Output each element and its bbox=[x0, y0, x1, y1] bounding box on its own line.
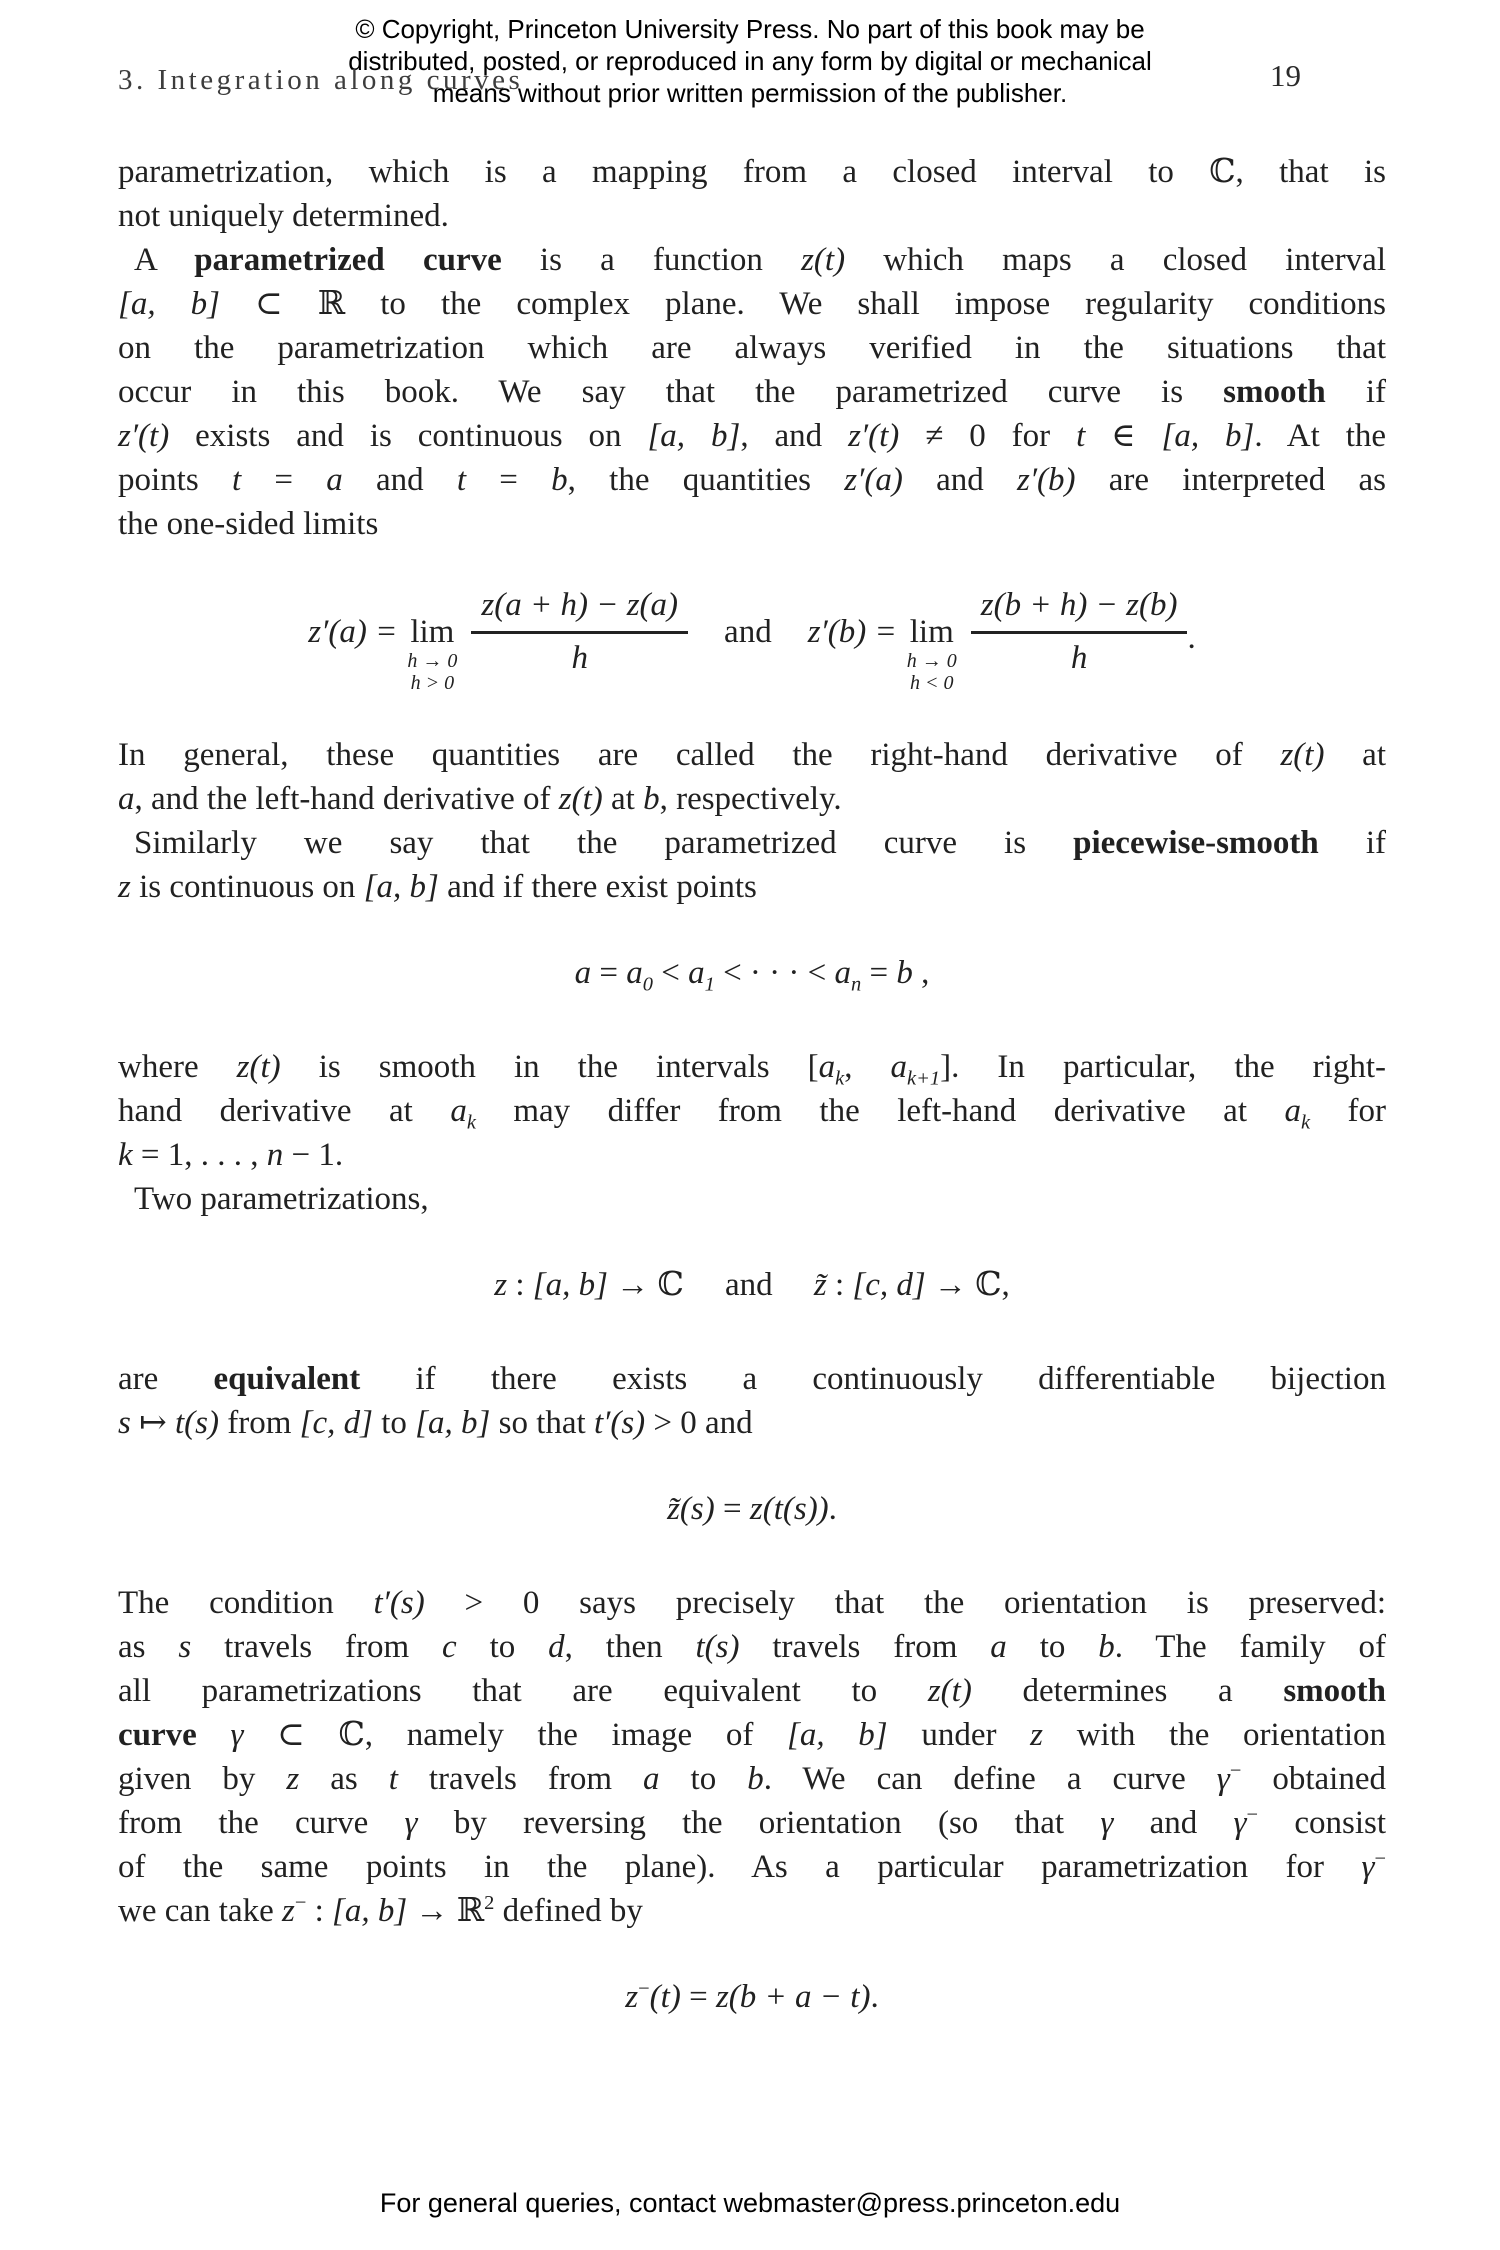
text-run: and bbox=[1113, 1805, 1234, 1841]
text-run: a bbox=[990, 1629, 1007, 1665]
text-run: γ bbox=[1361, 1849, 1375, 1885]
text-run: − bbox=[1374, 1848, 1386, 1870]
text-run: a bbox=[890, 1049, 908, 1085]
copyright-line: means without prior written permission of the publisher. bbox=[432, 78, 1068, 108]
text-run: of the same points in the plane). As a particular parametrization for bbox=[118, 1849, 1362, 1885]
text-run: to bbox=[373, 1405, 416, 1441]
text-line bbox=[118, 1845, 1386, 1889]
text-line bbox=[118, 150, 1386, 194]
paragraph-parametrized-curve bbox=[118, 238, 1386, 546]
text-run: γ bbox=[1100, 1805, 1114, 1841]
text-run: travels from bbox=[397, 1761, 644, 1797]
text-run: are bbox=[118, 1361, 214, 1397]
text-run: a bbox=[818, 1049, 836, 1085]
text-run: smooth bbox=[1283, 1673, 1386, 1709]
running-head: 3. Integration along curves bbox=[118, 64, 524, 96]
text-run: parametrization, which is a mapping from a closed interval to ℂ, that is bbox=[118, 154, 1386, 190]
formula-line bbox=[118, 1975, 1386, 2019]
text-run: . bbox=[828, 1491, 837, 1527]
text-run: if there exists a continuously differentiable bijection bbox=[360, 1361, 1386, 1397]
text-run: to bbox=[659, 1761, 748, 1797]
text-run: from the curve bbox=[118, 1805, 405, 1841]
numerator: z(a + h) − z(a) bbox=[471, 586, 688, 634]
text-run: defined by bbox=[494, 1893, 643, 1929]
text-line bbox=[118, 1757, 1386, 1801]
text-run: so that bbox=[490, 1405, 594, 1441]
text-run: , respectively. bbox=[659, 781, 842, 817]
text-run: z bbox=[625, 1979, 639, 2015]
text-run: 0 bbox=[642, 973, 653, 996]
formula-lhs: z′(a) = bbox=[308, 613, 398, 650]
formula-reverse-parametrization bbox=[118, 1975, 1386, 2019]
text-run: γ bbox=[1216, 1761, 1230, 1797]
text-run: [a, b] bbox=[532, 1267, 608, 1303]
text-run: b bbox=[551, 462, 568, 498]
text-run: ↦ bbox=[130, 1405, 175, 1441]
paragraph-derivatives bbox=[118, 733, 1386, 821]
text-run: 1 bbox=[704, 973, 715, 996]
paragraph-intervals bbox=[118, 1045, 1386, 1177]
text-line bbox=[118, 1889, 1386, 1933]
text-run: z(t) bbox=[801, 242, 846, 278]
numerator: z(b + h) − z(b) bbox=[971, 586, 1188, 634]
formula-lhs: z′(b) = bbox=[807, 613, 897, 650]
text-run: curve bbox=[118, 1717, 197, 1753]
formula-equivalence bbox=[118, 1487, 1386, 1531]
text-run: with the orientation bbox=[1043, 1717, 1387, 1753]
text-run bbox=[197, 1717, 231, 1753]
paragraph-parametrization bbox=[118, 150, 1386, 238]
text-run: t bbox=[231, 462, 242, 498]
text-run: travels from bbox=[191, 1629, 443, 1665]
text-run: = bbox=[714, 1491, 750, 1527]
text-run: , and bbox=[740, 418, 849, 454]
footer-queries: For general queries, contact webmaster@press.princeton.edu bbox=[379, 2188, 1121, 2218]
text-run: t′(s) bbox=[593, 1405, 646, 1441]
text-run: k bbox=[466, 1111, 476, 1134]
text-run: − bbox=[294, 1892, 307, 1914]
text-run: ≠ 0 for bbox=[899, 418, 1077, 454]
text-run: b bbox=[747, 1761, 764, 1797]
text-line bbox=[118, 821, 1386, 865]
text-run: travels from bbox=[739, 1629, 991, 1665]
text-run: determines a bbox=[971, 1673, 1284, 1709]
text-run: z′(t) bbox=[118, 418, 170, 454]
paragraph-orientation bbox=[118, 1581, 1386, 1933]
text-run: a bbox=[450, 1093, 467, 1129]
text-run: z bbox=[282, 1893, 295, 1929]
text-run: − bbox=[1229, 1760, 1242, 1782]
text-run: , the quantities bbox=[567, 462, 845, 498]
text-run: not uniquely determined. bbox=[118, 198, 449, 234]
text-run: z(t(s)) bbox=[749, 1491, 829, 1527]
text-run: under bbox=[887, 1717, 1031, 1753]
text-run: . We can define a curve bbox=[763, 1761, 1217, 1797]
text-line bbox=[118, 1089, 1386, 1133]
text-run: a bbox=[574, 955, 592, 991]
limit-operator bbox=[407, 614, 457, 694]
text-run: > 0 and bbox=[645, 1405, 753, 1441]
text-run: [a, b] bbox=[647, 418, 741, 454]
page-body bbox=[118, 150, 1386, 2069]
text-run: A bbox=[134, 242, 195, 278]
text-run: z̃ bbox=[813, 1267, 827, 1303]
text-run: exists and is continuous on bbox=[169, 418, 648, 454]
text-run: b bbox=[643, 781, 660, 817]
text-run: = bbox=[241, 462, 327, 498]
formula-period: . bbox=[1187, 619, 1196, 656]
text-run: . The family of bbox=[1114, 1629, 1387, 1665]
text-run: ]. In particular, the right- bbox=[940, 1049, 1386, 1085]
text-run: s bbox=[118, 1405, 131, 1441]
text-run: → ℂ and bbox=[607, 1267, 814, 1303]
text-run: as bbox=[299, 1761, 389, 1797]
text-run: [a, b] bbox=[118, 286, 220, 322]
text-run: z(b + a − t) bbox=[715, 1979, 871, 2015]
text-run: are interpreted as bbox=[1075, 462, 1386, 498]
text-run: z(t) bbox=[558, 781, 603, 817]
text-run: if bbox=[1325, 374, 1386, 410]
text-run: [c, d] bbox=[852, 1267, 926, 1303]
text-run: [a, b] bbox=[332, 1893, 408, 1929]
text-line bbox=[118, 282, 1386, 326]
text-run: to bbox=[1006, 1629, 1099, 1665]
copyright-line: © Copyright, Princeton University Press. No part of this book may be bbox=[355, 14, 1145, 44]
text-run: by reversing the orientation (so that bbox=[417, 1805, 1101, 1841]
text-run: 2 bbox=[484, 1892, 495, 1914]
text-line bbox=[118, 1177, 1386, 1221]
text-run: Similarly we say that the parametrized curve is bbox=[134, 825, 1074, 861]
text-line bbox=[118, 1581, 1386, 1625]
text-run: which maps a closed interval bbox=[845, 242, 1386, 278]
formula-line bbox=[118, 1487, 1386, 1531]
text-run: z bbox=[1030, 1717, 1044, 1753]
text-run: z(t) bbox=[236, 1049, 281, 1085]
text-run: to bbox=[456, 1629, 549, 1665]
text-run: we can take bbox=[118, 1893, 282, 1929]
text-run: [a, b] bbox=[1161, 418, 1255, 454]
text-run: z bbox=[286, 1761, 300, 1797]
text-run: t bbox=[388, 1761, 398, 1797]
text-run: t bbox=[456, 462, 467, 498]
text-run: equivalent bbox=[213, 1361, 361, 1397]
lim-subscript: h → 0 bbox=[407, 649, 458, 672]
text-run: at bbox=[1324, 737, 1386, 773]
paragraph-two-parametrizations bbox=[118, 1177, 1386, 1221]
formula-two-parametrizations bbox=[118, 1263, 1386, 1307]
text-run: all parametrizations that are equivalent to bbox=[118, 1673, 928, 1709]
text-run: Two parametrizations, bbox=[134, 1181, 429, 1217]
lim-subscript: h > 0 bbox=[410, 671, 455, 694]
text-line bbox=[118, 1401, 1386, 1445]
text-line bbox=[118, 326, 1386, 370]
text-run: k+1 bbox=[907, 1067, 941, 1090]
text-run: and if there exist points bbox=[438, 869, 757, 905]
text-run: given by bbox=[118, 1761, 287, 1797]
text-line bbox=[118, 777, 1386, 821]
text-run: z(t) bbox=[1280, 737, 1325, 773]
formula-partition-points bbox=[118, 951, 1386, 995]
fraction bbox=[971, 586, 1188, 677]
formula-line bbox=[118, 1263, 1386, 1307]
text-run: c bbox=[442, 1629, 457, 1665]
text-run: on the parametrization which are always verified in the situations that bbox=[118, 330, 1386, 366]
text-run: k bbox=[118, 1137, 133, 1173]
text-run: consist bbox=[1258, 1805, 1386, 1841]
text-run: n bbox=[851, 973, 862, 996]
text-run: k bbox=[835, 1067, 845, 1090]
text-run: t(s) bbox=[695, 1629, 740, 1665]
denominator: h bbox=[1070, 640, 1088, 676]
text-run: ⊂ ℝ to the complex plane. We shall impose regularity conditions bbox=[220, 286, 1386, 322]
text-run: z′(a) bbox=[844, 462, 903, 498]
text-line bbox=[118, 1625, 1386, 1669]
text-run: a bbox=[688, 955, 705, 991]
lim-word: lim bbox=[909, 613, 954, 650]
text-run: , then bbox=[564, 1629, 696, 1665]
text-run: [a, b] bbox=[787, 1717, 888, 1753]
text-run: b bbox=[1098, 1629, 1115, 1665]
text-run: the one-sided limits bbox=[118, 506, 379, 542]
text-line bbox=[118, 238, 1386, 282]
paragraph-piecewise-smooth bbox=[118, 821, 1386, 909]
text-run: is a function bbox=[501, 242, 802, 278]
text-line bbox=[118, 865, 1386, 909]
fraction bbox=[471, 586, 688, 677]
text-run: smooth bbox=[1223, 374, 1326, 410]
text-run: and bbox=[342, 462, 457, 498]
text-run: . bbox=[870, 1979, 879, 2015]
text-line bbox=[118, 733, 1386, 777]
text-run: where bbox=[118, 1049, 237, 1085]
lim-word: lim bbox=[410, 613, 455, 650]
copyright-line: distributed, posted, or reproduced in any form by digital or mechanical bbox=[348, 46, 1152, 76]
text-line bbox=[118, 458, 1386, 502]
text-run: d bbox=[548, 1629, 565, 1665]
text-run: t(s) bbox=[175, 1405, 219, 1441]
text-run: obtained bbox=[1241, 1761, 1386, 1797]
text-run: < · · · < bbox=[714, 955, 835, 991]
text-run: z′(t) bbox=[848, 418, 900, 454]
text-line bbox=[118, 1669, 1386, 1713]
text-run: k bbox=[1300, 1111, 1311, 1134]
text-run: z bbox=[494, 1267, 508, 1303]
text-line bbox=[118, 1801, 1386, 1845]
text-run: t bbox=[1076, 418, 1086, 454]
text-run: as bbox=[118, 1629, 179, 1665]
text-run: (t) bbox=[649, 1979, 681, 2015]
text-run: may differ from the left-hand derivative at bbox=[475, 1093, 1285, 1129]
text-run: [c, d] bbox=[299, 1405, 373, 1441]
text-run: at bbox=[602, 781, 644, 817]
text-run: a bbox=[834, 955, 852, 991]
text-run: points bbox=[118, 462, 232, 498]
text-run: and bbox=[902, 462, 1017, 498]
text-line bbox=[118, 1357, 1386, 1401]
text-run: , bbox=[912, 955, 930, 991]
text-run: s bbox=[178, 1629, 192, 1665]
text-run: t′(s) bbox=[373, 1585, 425, 1621]
text-run: a bbox=[326, 462, 343, 498]
text-line bbox=[118, 502, 1386, 546]
text-run: parametrized curve bbox=[194, 242, 502, 278]
text-run: is smooth in the intervals [ bbox=[280, 1049, 819, 1085]
text-run: , bbox=[844, 1049, 891, 1085]
text-line bbox=[118, 414, 1386, 458]
and-word: and bbox=[724, 613, 772, 650]
formula-line bbox=[118, 951, 1386, 995]
text-run: is continuous on bbox=[130, 869, 364, 905]
text-run: → ℝ bbox=[407, 1893, 485, 1929]
text-run: = bbox=[680, 1979, 716, 2015]
text-run: for bbox=[1310, 1093, 1386, 1129]
text-run: [a, b] bbox=[415, 1405, 491, 1441]
text-run: a bbox=[626, 955, 643, 991]
text-run: b bbox=[896, 955, 913, 991]
text-run: ∈ bbox=[1085, 418, 1162, 454]
text-run: occur in this book. We say that the parametrized curve is bbox=[118, 374, 1224, 410]
limit-operator bbox=[907, 614, 957, 694]
text-run: , and the left-hand derivative of bbox=[134, 781, 559, 817]
text-line bbox=[118, 1045, 1386, 1089]
text-run: − bbox=[638, 1978, 650, 2000]
text-run: a bbox=[643, 1761, 660, 1797]
text-run: γ bbox=[230, 1717, 244, 1753]
text-run: = bbox=[591, 955, 627, 991]
text-run: [a, b] bbox=[363, 869, 439, 905]
text-run: : bbox=[306, 1893, 333, 1929]
denominator: h bbox=[571, 640, 588, 676]
page-number: 19 bbox=[1270, 58, 1301, 93]
text-line bbox=[118, 1713, 1386, 1757]
text-run: = 1, . . . , bbox=[132, 1137, 267, 1173]
text-run: z′(b) bbox=[1016, 462, 1076, 498]
lim-subscript: h < 0 bbox=[910, 671, 954, 694]
formula-one-sided-limits bbox=[118, 586, 1386, 694]
text-run: > 0 says precisely that the orientation is preserved: bbox=[424, 1585, 1386, 1621]
text-run: : bbox=[507, 1267, 533, 1303]
text-run: . At the bbox=[1254, 418, 1387, 454]
text-run: z̃(s) bbox=[667, 1491, 715, 1527]
text-run: = bbox=[861, 955, 897, 991]
paragraph-equivalent bbox=[118, 1357, 1386, 1445]
text-run: if bbox=[1318, 825, 1386, 861]
text-run: z(t) bbox=[927, 1673, 972, 1709]
text-run: The condition bbox=[118, 1585, 374, 1621]
text-line bbox=[118, 1133, 1386, 1177]
text-run: = bbox=[466, 462, 552, 498]
text-run: n bbox=[266, 1137, 284, 1173]
text-run: In general, these quantities are called the right-hand derivative of bbox=[118, 737, 1281, 773]
text-run: − 1. bbox=[283, 1137, 344, 1173]
text-run: a bbox=[118, 781, 135, 817]
text-line bbox=[118, 194, 1386, 238]
text-run: hand derivative at bbox=[118, 1093, 451, 1129]
text-run: from bbox=[219, 1405, 300, 1441]
text-run: piecewise-smooth bbox=[1073, 825, 1319, 861]
text-run: → ℂ, bbox=[925, 1267, 1010, 1303]
text-run: γ bbox=[1233, 1805, 1247, 1841]
text-run: : bbox=[826, 1267, 853, 1303]
text-run: a bbox=[1284, 1093, 1301, 1129]
text-run: < bbox=[652, 955, 689, 991]
text-run: γ bbox=[404, 1805, 418, 1841]
text-run: ⊂ ℂ, namely the image of bbox=[243, 1717, 788, 1753]
text-line bbox=[118, 370, 1386, 414]
text-run: − bbox=[1246, 1804, 1259, 1826]
text-run: z bbox=[118, 869, 131, 905]
lim-subscript: h → 0 bbox=[906, 649, 957, 672]
